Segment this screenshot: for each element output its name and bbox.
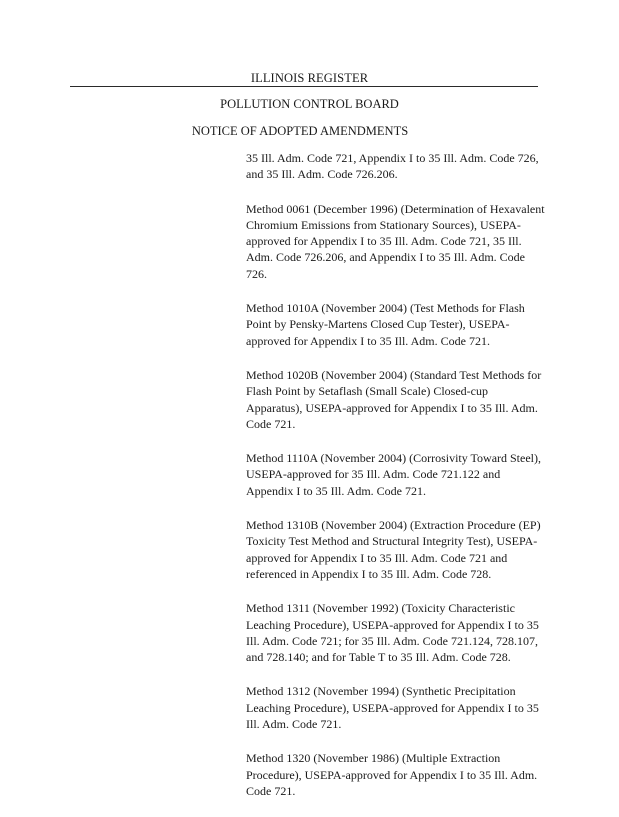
list-item: Method 1320 (November 1986) (Multiple Extraction Procedure), USEPA-approved for Appendix I to 35 Ill. Adm. Code 721. [246,751,538,798]
list-item: Method 0061 (December 1996) (Determination of Hexavalent Chromium Emissions from Stationary Sources), USEPA-approved for Appendix I to 35 Ill. Adm. Code 721, 35 Ill. Adm. Code 726.206, and Appendix I to 35 Ill. Adm. Code 726. [246,201,545,281]
notice-heading: NOTICE OF ADOPTED AMENDMENTS [191,124,409,138]
method-list [246,150,546,817]
list-item: Method 1110A (November 2004) (Corrosivity Toward Steel), USEPA-approved for 35 Ill. Adm. Code 721.122 and Appendix I to 35 Ill. Adm. Code 721. [246,451,542,498]
list-item: Method 1020B (November 2004) (Standard Test Methods for Flash Point by Setaflash (Small Scale) Closed-cup Apparatus), USEPA-approved for Appendix I to 35 Ill. Adm. Code 721. [246,367,542,431]
register-title: ILLINOIS REGISTER [250,71,369,85]
list-item: Method 1312 (November 1994) (Synthetic Precipitation Leaching Procedure), USEPA-approved for Appendix I to 35 Ill. Adm. Code 721. [246,684,539,732]
list-item: Method 1310B (November 2004) (Extraction Procedure (EP) Toxicity Test Method and Structural Integrity Test), USEPA-approved for Appendix I to 35 Ill. Adm. Code 721 and referenced in Appendix I to 35 Ill. Adm. Code 728. [246,518,541,581]
list-item: Method 1010A (November 2004) (Test Methods for Flash Point by Pensky-Martens Closed Cup Tester), USEPA-approved for Appendix I to 35 Ill. Adm. Code 721. [246,301,525,348]
agency-heading: POLLUTION CONTROL BOARD [220,97,399,111]
list-item: Method 1311 (November 1992) (Toxicity Characteristic Leaching Procedure), USEPA-approved for Appendix I to 35 Ill. Adm. Code 721; for 35 Ill. Adm. Code 721.124, 728.107, and 728.140; and for Table T to 35 Ill. Adm. Code 728. [246,601,539,665]
list-item: 35 Ill. Adm. Code 721, Appendix I to 35 Ill. Adm. Code 726, and 35 Ill. Adm. Code 726.206. [246,151,539,182]
header-rule [70,86,538,87]
